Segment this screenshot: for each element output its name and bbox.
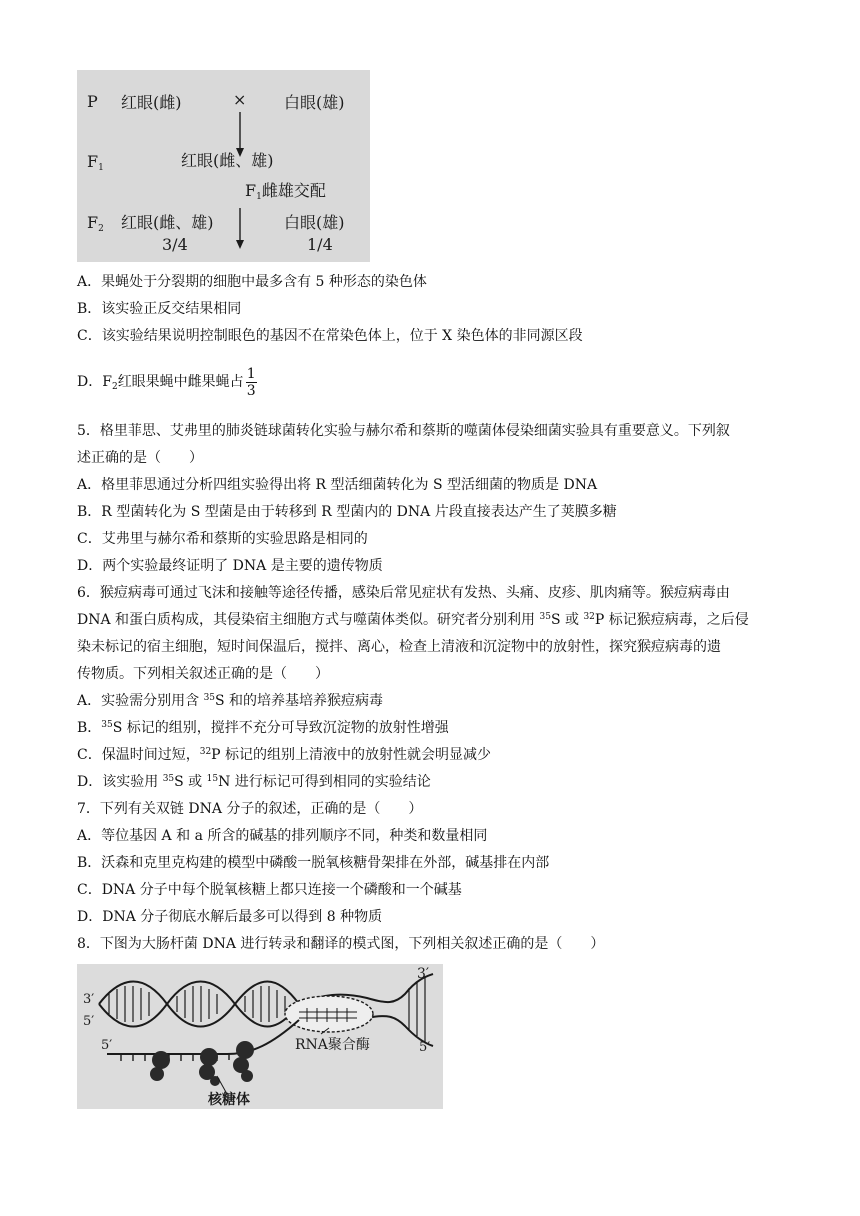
rna-polymerase-label: RNA聚合酶 [295, 1037, 370, 1053]
f2-white: 白眼(雄) [284, 213, 345, 232]
q6-option-d: D．该实验用 $^{35}$S 或 $^{15}$N 进行标记可得到相同的实验结论 [77, 774, 431, 790]
fraction-one-third: $\frac{1}{3}$ [246, 365, 256, 399]
cross-figure [77, 70, 370, 262]
q7-option-c: C．DNA 分子中每个脱氧核糖上都只连接一个磷酸和一个碱基 [77, 882, 462, 898]
label-5prime-mrna: 5′ [101, 1038, 113, 1053]
ribosome-icon [150, 1041, 254, 1086]
dna-figure [77, 964, 443, 1109]
f1-mating: F1雌雄交配 [245, 181, 326, 202]
label-5prime-right: 5′ [419, 1040, 431, 1055]
q7-option-d: D．DNA 分子彻底水解后最多可以得到 8 种物质 [77, 909, 383, 925]
q6-stem-line3: 染未标记的宿主细胞，短时间保温后，搅拌、离心，检查上清液和沉淀物中的放射性，探究猴痘病毒的遗 [77, 639, 721, 655]
q4-option-c: C．该实验结果说明控制眼色的基因不在常染色体上，位于 X 染色体的非同源区段 [77, 328, 583, 344]
label-5prime-left: 5′ [83, 1014, 95, 1029]
q7-option-b: B．沃森和克里克构建的模型中磷酸一脱氧核糖骨架排在外部，碱基排在内部 [77, 855, 550, 871]
q7-stem: 7．下列有关双链 DNA 分子的叙述，正确的是（ ） [77, 801, 423, 817]
dna-helix-diagram [77, 964, 443, 1109]
ratio-white: 1/4 [307, 235, 333, 254]
q4-option-d: D．$F_2$红眼果蝇中雌果蝇占 $\frac{1}{3}$ [77, 365, 256, 399]
label-3prime-top: 3′ [417, 966, 430, 982]
q6-option-b: B．$^{35}$S 标记的组别，搅拌不充分可导致沉淀物的放射性增强 [77, 720, 449, 736]
q6-stem-line2: DNA 和蛋白质构成，其侵染宿主细胞方式与噬菌体类似。研究者分别利用 $^{35}$S 或 $^{32}$P 标记猴痘病毒，之后侵 [77, 612, 749, 628]
q5-stem-line2: 述正确的是（ ） [77, 450, 203, 466]
q5-option-a: A．格里菲思通过分析四组实验得出将 R 型活细菌转化为 S 型活细菌的物质是 DNA [77, 477, 598, 493]
q5-option-c: C．艾弗里与赫尔希和蔡斯的实验思路是相同的 [77, 531, 368, 547]
label-3prime-left: 3′ [83, 992, 95, 1007]
q7-option-a: A．等位基因 A 和 a 所含的碱基的排列顺序不同，种类和数量相同 [77, 828, 488, 844]
f1-phenotype: 红眼(雌、雄) [181, 151, 274, 170]
q4-option-a: A．果蝇处于分裂期的细胞中最多含有 5 种形态的染色体 [77, 274, 427, 290]
q6-option-c: C．保温时间过短，$^{32}$P 标记的组别上清液中的放射性就会明显减少 [77, 747, 492, 763]
q5-option-d: D．两个实验最终证明了 DNA 是主要的遗传物质 [77, 558, 383, 574]
f1-label: F1 [87, 152, 104, 173]
ribosome-label: 核糖体 [208, 1092, 250, 1108]
q6-stem-line4: 传物质。下列相关叙述正确的是（ ） [77, 666, 329, 682]
q4-option-b: B．该实验正反交结果相同 [77, 301, 242, 317]
q6-stem-line1: 6．猴痘病毒可通过飞沫和接触等途径传播，感染后常见症状有发热、头痛、皮疹、肌肉痛等。猴痘病毒由 [77, 585, 730, 601]
ratio-red: 3/4 [162, 235, 188, 254]
p-label: P [87, 92, 98, 111]
f2-label: F2 [87, 213, 104, 234]
q5-stem-line1: 5．格里菲思、艾弗里的肺炎链球菌转化实验与赫尔希和蔡斯的噬菌体侵染细菌实验具有重要意义。下列叙 [77, 423, 730, 439]
cross-symbol: × [233, 90, 247, 109]
q5-option-b: B．R 型菌转化为 S 型菌是由于转移到 R 型菌内的 DNA 片段直接表达产生了荚膜多糖 [77, 504, 617, 520]
p-female: 红眼(雌) [121, 93, 182, 112]
f2-red: 红眼(雌、雄) [121, 213, 214, 232]
p-male: 白眼(雄) [284, 93, 345, 112]
q8-stem: 8．下图为大肠杆菌 DNA 进行转录和翻译的模式图，下列相关叙述正确的是（ ） [77, 936, 605, 952]
q6-option-a: A．实验需分别用含 $^{35}$S 和的培养基培养猴痘病毒 [77, 693, 384, 709]
